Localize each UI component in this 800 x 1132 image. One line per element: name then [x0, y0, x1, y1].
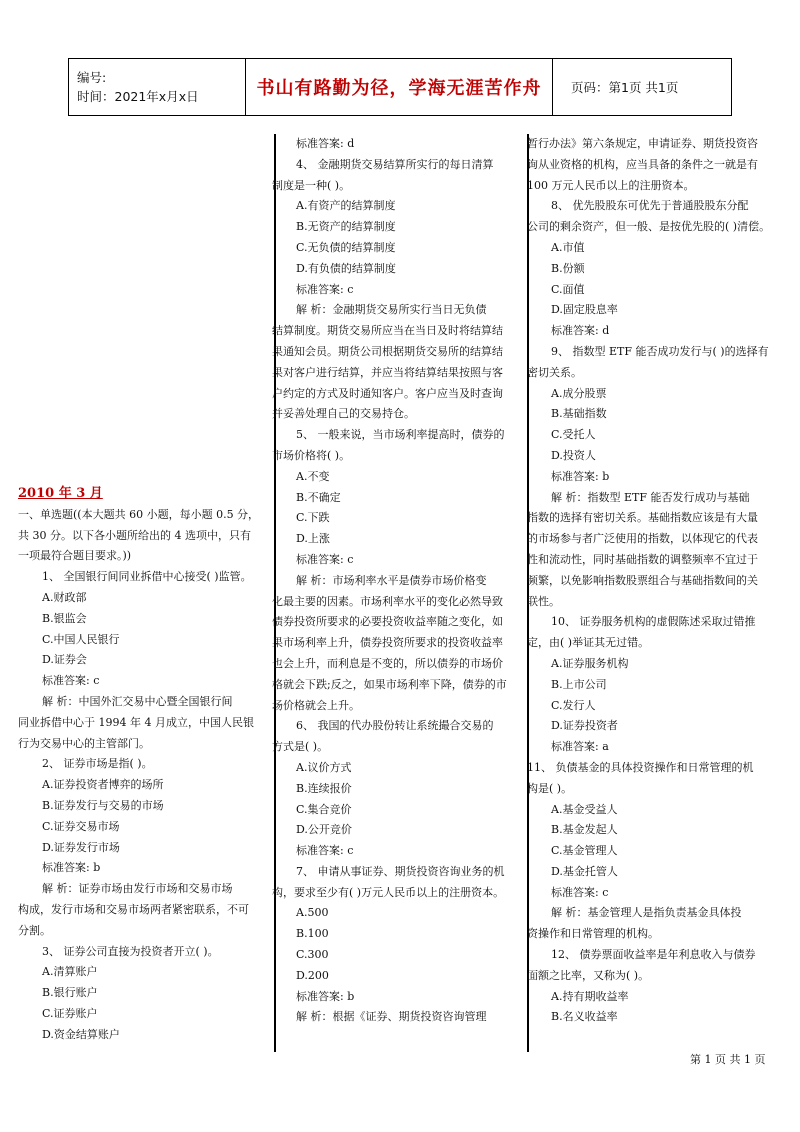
col2-line: 7、 申请从事证券、期货投资咨询业务的机 [296, 864, 505, 878]
col2-line: 果通知会员。期货公司根据期货交易所的结算结 [272, 344, 503, 358]
col3-line: B.份额 [551, 261, 585, 275]
col2-line: 并妥善处理自己的交易持仓。 [272, 407, 415, 421]
col3-line: 标准答案: d [551, 324, 610, 338]
col1-line: 2010 年 3 月 [18, 486, 103, 501]
col1-line: D.资金结算账户 [42, 1027, 120, 1041]
col3-line: 密切关系。 [527, 365, 582, 379]
motto: 书山有路勤为径，学海无涯苦作舟 [246, 59, 553, 116]
col1-line: B.银监会 [42, 611, 87, 625]
col3-line: 9、 指数型 ETF 能否成功发行与( )的选择有 [551, 344, 769, 358]
col3-line: A.基金受益人 [551, 802, 618, 816]
col1-line: C.中国人民银行 [42, 632, 120, 646]
col2-line: A.议价方式 [296, 760, 352, 774]
col2-line: 户约定的方式及时通知客户。客户应当及时查询 [272, 386, 503, 400]
col3-line: 12、 债券票面收益率是年利息收入与债券 [551, 948, 756, 962]
col2-line: 6、 我国的代办股份转让系统撮合交易的 [296, 719, 494, 733]
col2-line: 结算制度。期货交易所应当在当日及时将结算结 [272, 324, 503, 338]
col1-line: 解 析：证券市场由发行市场和交易市场 [42, 882, 233, 896]
col2-line: 标准答案: b [296, 989, 355, 1003]
col1-line: 一、单选题((本大题共 60 小题，每小题 0.5 分， [18, 507, 260, 521]
col1-line: C.证券交易市场 [42, 819, 120, 833]
col1-line: B.证券发行与交易的市场 [42, 798, 164, 812]
col2-line: B.无资产的结算制度 [296, 220, 396, 234]
col1-line: 1、 全国银行间同业拆借中心接受( )监管。 [42, 570, 252, 584]
col2-line: 格就会下跌;反之，如果市场利率下降，债券的市 [272, 677, 507, 691]
col2-line: 构，要求至少有( )万元人民币以上的注册资本。 [272, 885, 505, 899]
col2-line: D.公开竞价 [296, 823, 352, 837]
col2-line: 解 析：市场利率水平是债券市场价格变 [296, 573, 487, 587]
col3-line: 定，由( )举证其无过错。 [527, 636, 650, 650]
col1-line: B.银行账户 [42, 986, 98, 1000]
col3-line: A.证券服务机构 [551, 656, 629, 670]
col1-line: 同业拆借中心于 1994 年 4 月成立，中国人民银 [18, 715, 254, 729]
header-table [68, 58, 732, 116]
col1-line: 标准答案: b [42, 861, 101, 875]
col2-line: B.连续报价 [296, 781, 352, 795]
header-left-cell [69, 59, 246, 116]
col2-line: 果市场利率上升，债券投资所要求的投资收益率 [272, 636, 503, 650]
col2-line: 果对客户进行结算，并应当将结算结果按照与客 [272, 365, 503, 379]
col2-line: 方式是( )。 [272, 740, 329, 754]
col2-line: C.集合竞价 [296, 802, 352, 816]
col3-line: 指数的选择有密切关系。基础指数应该是有大量 [527, 511, 758, 525]
col2-line: 市场价格将( )。 [272, 448, 351, 462]
col3-line: 资操作和日常管理的机构。 [527, 927, 659, 941]
col2-line: 标准答案: c [296, 552, 354, 566]
col3-line: 性和流动性，同时基础指数的调整频率不宜过于 [527, 552, 758, 566]
col2-line: 制度是一种( )。 [272, 178, 351, 192]
col2-line: 债券投资所要求的必要投资收益率随之变化，如 [272, 615, 503, 629]
col3-line: C.受托人 [551, 428, 596, 442]
col2-line: 标准答案: c [296, 282, 354, 296]
col3-line: B.上市公司 [551, 677, 607, 691]
col3-line: 频繁，以免影响指数股票组合与基础指数间的关 [527, 573, 758, 587]
col2-line: B.100 [296, 927, 329, 941]
col2-line: D.200 [296, 968, 329, 982]
col3-line: D.基金托管人 [551, 864, 618, 878]
number-label: 编号: [77, 70, 107, 85]
col1-line: 构成，发行市场和交易市场两者紧密联系，不可 [18, 902, 249, 916]
col3-line: A.成分股票 [551, 386, 607, 400]
col2-line: D.有负债的结算制度 [296, 261, 396, 275]
col2-line: 4、 金融期货交易结算所实行的每日清算 [296, 157, 494, 171]
col3-line: D.证券投资者 [551, 719, 618, 733]
column-2 [272, 134, 526, 1028]
col2-line: C.300 [296, 948, 329, 962]
col3-line: 10、 证券服务机构的虚假陈述采取过错推 [551, 615, 756, 629]
col2-line: 解 析：根据《证券、期货投资咨询管理 [296, 1010, 487, 1024]
col1-line: 一项最符合题目要求。)) [18, 549, 132, 563]
col3-line: 面额之比率，又称为( )。 [527, 968, 650, 982]
col2-line: B.不确定 [296, 490, 341, 504]
col3-line: 暂行办法》第六条规定，申请证券、期货投资咨 [527, 137, 758, 150]
col2-line: A.有资产的结算制度 [296, 199, 396, 213]
col2-line: A.500 [296, 906, 329, 920]
col3-line: 标准答案: b [551, 469, 610, 483]
col2-line: A.不变 [296, 469, 330, 483]
col3-line: B.名义收益率 [551, 1010, 618, 1024]
col3-line: A.市值 [551, 240, 585, 254]
col1-line: 3、 证券公司直接为投资者开立( )。 [42, 944, 219, 958]
col3-line: C.面值 [551, 282, 585, 296]
col2-line: C.下跌 [296, 511, 330, 525]
column-1 [18, 484, 270, 1046]
col1-line: A.清算账户 [42, 965, 98, 979]
col3-line: 的市场参与者广泛使用的指数，以体现它的代表 [527, 532, 758, 546]
page-label: 页码：第1页 共1页 [553, 59, 732, 116]
col2-line: 标准答案: d [296, 137, 355, 150]
col3-line: C.发行人 [551, 698, 596, 712]
col1-line: 解 析：中国外汇交易中心暨全国银行间 [42, 694, 233, 708]
page-footer: 第 1 页 共 1 页 [690, 1053, 766, 1066]
col3-line: 标准答案: c [551, 885, 609, 899]
col1-line: A.财政部 [42, 590, 87, 604]
col3-line: A.持有期收益率 [551, 989, 629, 1003]
col3-line: 100 万元人民币以上的注册资本。 [527, 178, 695, 192]
col3-line: B.基础指数 [551, 407, 607, 421]
col3-line: 8、 优先股股东可优先于普通股股东分配 [551, 199, 749, 213]
col1-line: 共 30 分。以下各小题所给出的 4 选项中，只有 [18, 528, 251, 542]
col3-line: 公司的剩余资产，但一般、是按优先股的( )清偿。 [527, 220, 771, 234]
col1-line: C.证券账户 [42, 1006, 98, 1020]
col1-line: 分割。 [18, 923, 51, 937]
col2-line: 场价格就会上升。 [272, 698, 360, 712]
col3-line: 询从业资格的机构，应当具备的条件之一就是有 [527, 157, 758, 171]
col3-line: 11、 负债基金的具体投资操作和日常管理的机 [527, 760, 754, 774]
col3-line: 标准答案: a [551, 740, 609, 754]
col2-line: D.上涨 [296, 532, 330, 546]
col3-line: 解 析：基金管理人是指负责基金具体投 [551, 906, 742, 920]
col1-line: A.证券投资者博弈的场所 [42, 778, 164, 792]
col1-line: 2、 证券市场是指( )。 [42, 757, 153, 771]
col2-line: C.无负债的结算制度 [296, 240, 396, 254]
col2-line: 也会上升，而利息是不变的，所以债券的市场价 [272, 656, 503, 670]
col2-line: 解 析：金融期货交易所实行当日无负债 [296, 303, 487, 317]
col3-line: C.基金管理人 [551, 844, 618, 858]
col3-line: D.投资人 [551, 448, 596, 462]
col3-line: D.固定股息率 [551, 303, 618, 317]
col3-line: 联性。 [527, 594, 560, 608]
column-3 [527, 134, 783, 1028]
col3-line: 解 析：指数型 ETF 能否发行成功与基础 [551, 490, 750, 504]
col2-line: 化最主要的因素。市场利率水平的变化必然导致 [272, 594, 503, 608]
col2-line: 标准答案: c [296, 844, 354, 858]
col1-line: D.证券会 [42, 653, 87, 667]
col2-line: 5、 一般来说，当市场利率提高时，债券的 [296, 428, 505, 442]
col3-line: 构是( )。 [527, 781, 573, 795]
col3-line: B.基金发起人 [551, 823, 618, 837]
time-label: 时间：2021年x月x日 [77, 89, 199, 104]
col1-line: D.证券发行市场 [42, 840, 120, 854]
col1-line: 行为交易中心的主管部门。 [18, 736, 150, 750]
col1-line: 标准答案: c [42, 674, 100, 688]
